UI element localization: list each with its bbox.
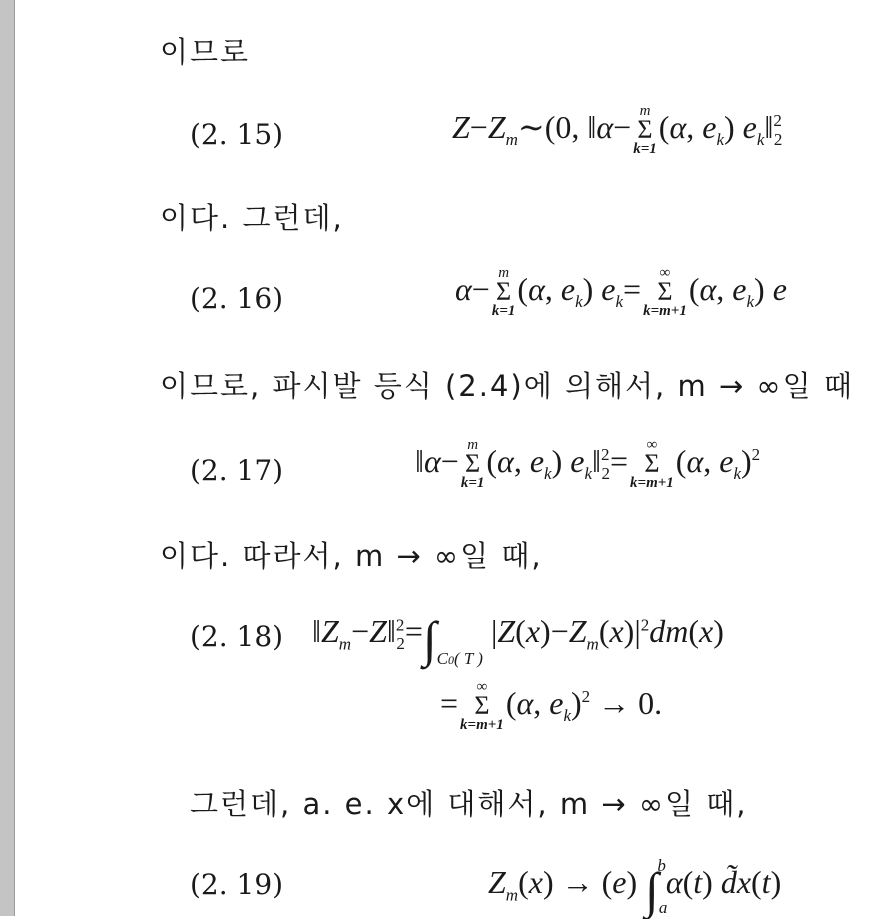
equation-2-18-line2: = ∞ Σ k=m+1 (α, $e_k)^2 \to 0$. <box>440 679 663 733</box>
equation-number: (2. 15) <box>190 118 284 151</box>
equation-number: (2. 16) <box>190 282 284 315</box>
paragraph-text: 이므로 <box>160 35 251 69</box>
left-margin-bar <box>0 0 15 916</box>
equation-2-18-line1: $‖Z_m-Z‖^2_2=\int_{C0( T )}$ $|Z(x)-Z_m(x)|^2dm(x)$ <box>312 611 724 668</box>
equation-2-19: $Z_m(x) \to (e)$ $\int_a^b\alpha(t)$ d̃x(t) <box>488 856 782 918</box>
equation-2-16: α− m Σ k=1 (α, $e_k$) $e_k=$ ∞ Σ k=m+1 (α, $e_k$) e <box>455 265 787 319</box>
equation-2-15: $Z-Z_m\sim(0$, ‖α− m Σ k=1 (α, $e_k$) $e_k‖^2_2$ <box>452 103 783 157</box>
paragraph-text: 이다. 그런데, <box>160 201 344 235</box>
paragraph-text: 이다. 따라서, m → ∞일 때, <box>160 539 543 573</box>
paragraph-text: 그런데, a. e. x에 대해서, m → ∞일 때, <box>190 787 748 821</box>
equation-number: (2. 17) <box>190 454 284 487</box>
paragraph-text: 이므로, 파시발 등식 (2.4)에 의해서, m → ∞일 때 <box>160 369 854 403</box>
equation-2-17: ‖α− m Σ k=1 (α, $e_k$) $e_k‖^2_2=$ ∞ Σ k=m+1 (α, $e_k)^2$ <box>415 437 761 491</box>
equation-number: (2. 18) <box>190 620 284 653</box>
equation-number: (2. 19) <box>190 868 284 901</box>
